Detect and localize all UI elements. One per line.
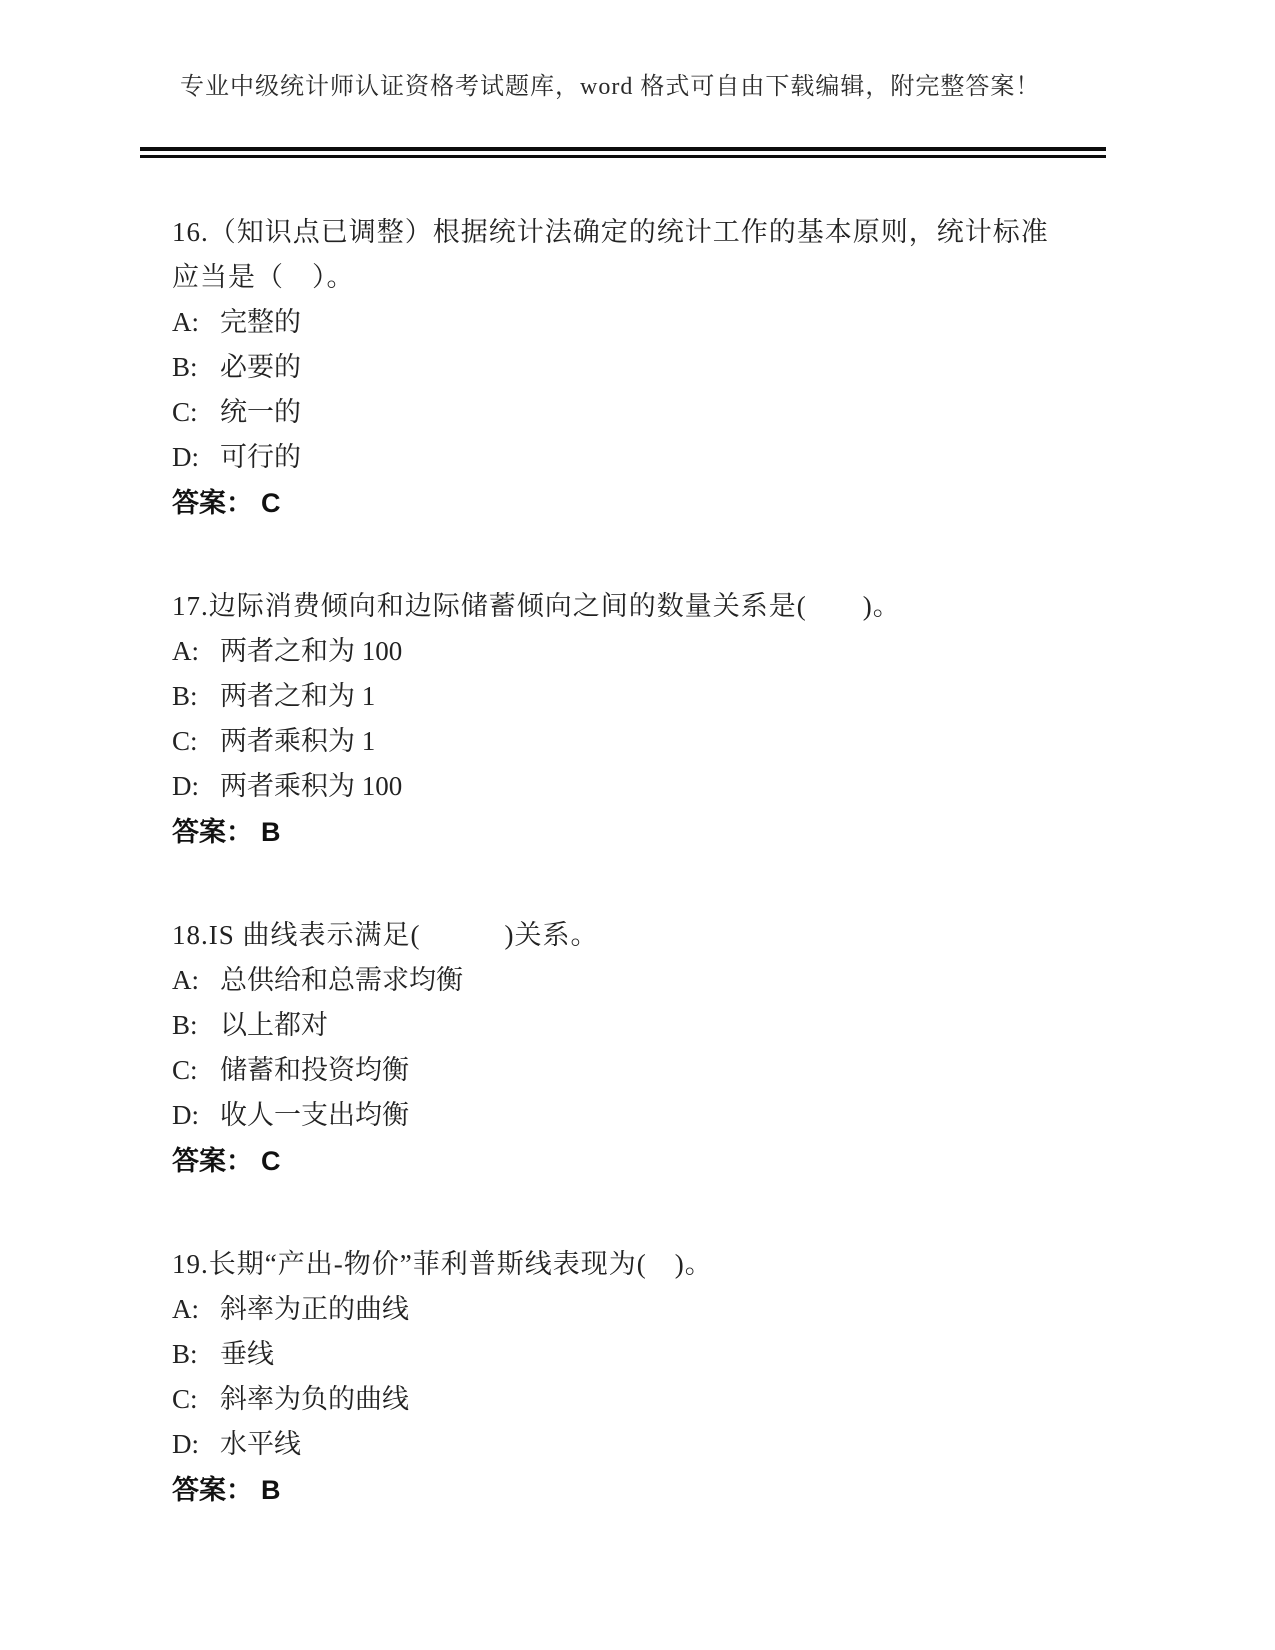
option-c [172, 1048, 1054, 1093]
option-text: 斜率为负的曲线 [220, 1384, 409, 1414]
answer-value: C [261, 488, 281, 518]
question-18 [172, 913, 1054, 1184]
option-label: D: [172, 1429, 199, 1459]
option-a [172, 958, 1054, 1003]
answer-label: 答案： [172, 488, 253, 518]
option-a [172, 300, 1054, 345]
option-b [172, 345, 1054, 390]
option-label: A: [172, 636, 199, 666]
option-text: 水平线 [220, 1429, 301, 1459]
option-d [172, 1093, 1054, 1138]
option-label: C: [172, 1384, 198, 1414]
option-d [172, 435, 1054, 480]
answer-line [172, 480, 1054, 526]
option-a [172, 629, 1054, 674]
option-text: 两者之和为 1 [220, 681, 376, 711]
option-c [172, 390, 1054, 435]
option-label: D: [172, 771, 199, 801]
page-header-text: 专业中级统计师认证资格考试题库，word 格式可自由下载编辑，附完整答案！ [180, 74, 1041, 100]
question-text: 17.边际消费倾向和边际储蓄倾向之间的数量关系是( )。 [172, 591, 901, 621]
option-c [172, 1377, 1054, 1422]
option-label: C: [172, 726, 198, 756]
option-b [172, 1332, 1054, 1377]
option-label: B: [172, 681, 198, 711]
option-text: 统一的 [220, 397, 301, 427]
option-label: B: [172, 1339, 198, 1369]
option-label: D: [172, 442, 199, 472]
header-divider [140, 147, 1106, 158]
option-a [172, 1287, 1054, 1332]
option-text: 斜率为正的曲线 [220, 1294, 409, 1324]
answer-value: C [261, 1146, 281, 1176]
option-label: A: [172, 1294, 199, 1324]
option-label: C: [172, 1055, 198, 1085]
option-c [172, 719, 1054, 764]
question-19 [172, 1242, 1054, 1513]
option-text: 必要的 [220, 352, 301, 382]
option-label: C: [172, 397, 198, 427]
option-text: 两者乘积为 100 [220, 771, 403, 801]
question-text: 18.IS 曲线表示满足( )关系。 [172, 920, 599, 950]
option-text: 可行的 [220, 442, 301, 472]
question-17 [172, 584, 1054, 855]
option-b [172, 1003, 1054, 1048]
question-text: 19.长期“产出-物价”菲利普斯线表现为( )。 [172, 1249, 713, 1279]
answer-line [172, 1138, 1054, 1184]
answer-value: B [261, 1475, 281, 1505]
option-text: 收人一支出均衡 [220, 1100, 409, 1130]
answer-label: 答案： [172, 1146, 253, 1176]
option-label: B: [172, 352, 198, 382]
answer-line [172, 809, 1054, 855]
option-text: 以上都对 [220, 1010, 328, 1040]
answer-line [172, 1467, 1054, 1513]
question-16 [172, 210, 1054, 526]
option-text: 总供给和总需求均衡 [220, 965, 463, 995]
option-label: D: [172, 1100, 199, 1130]
option-b [172, 674, 1054, 719]
option-label: B: [172, 1010, 198, 1040]
option-label: A: [172, 307, 199, 337]
option-text: 垂线 [220, 1339, 274, 1369]
option-label: A: [172, 965, 199, 995]
answer-label: 答案： [172, 1475, 253, 1505]
option-text: 两者乘积为 1 [220, 726, 376, 756]
answer-value: B [261, 817, 281, 847]
option-text: 储蓄和投资均衡 [220, 1055, 409, 1085]
question-list [172, 210, 1054, 1513]
option-text: 两者之和为 100 [220, 636, 403, 666]
option-d [172, 1422, 1054, 1467]
option-d [172, 764, 1054, 809]
option-text: 完整的 [220, 307, 301, 337]
question-text: 16.（知识点已调整）根据统计法确定的统计工作的基本原则，统计标准应当是（ ）。 [172, 217, 1049, 292]
answer-label: 答案： [172, 817, 253, 847]
